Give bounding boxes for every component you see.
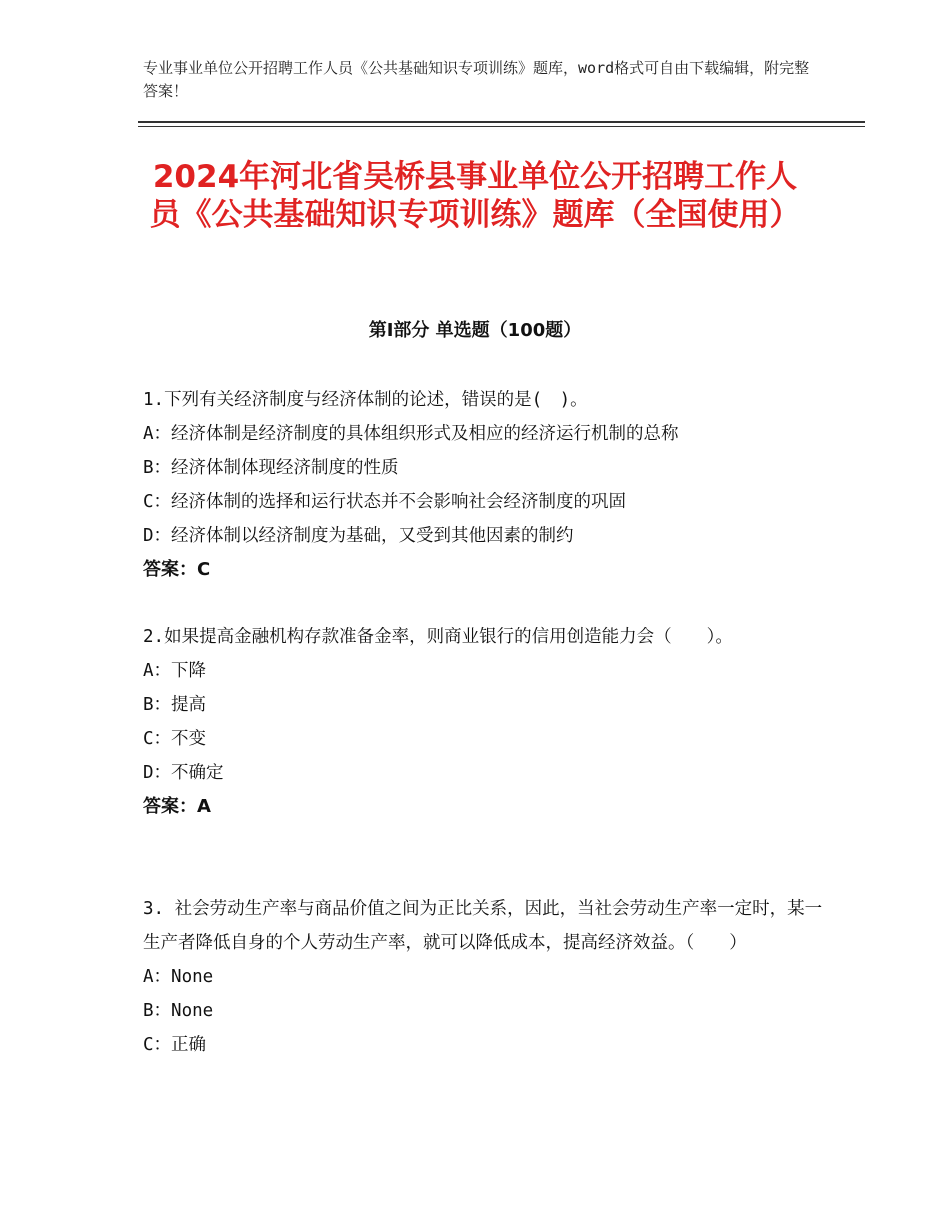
question-stem: 3. 社会劳动生产率与商品价值之间为正比关系，因此，当社会劳动生产率一定时，某一生产者降低自身的个人劳动生产率，就可以降低成本，提高经济效益。（ ） bbox=[143, 899, 823, 953]
header-note: 专业事业单位公开招聘工作人员《公共基础知识专项训练》题库，word格式可自由下载编辑，附完整答案！ bbox=[143, 59, 810, 100]
option-b: B：提高 bbox=[143, 695, 207, 715]
question-2 bbox=[143, 620, 823, 824]
option-c: C：经济体制的选择和运行状态并不会影响社会经济制度的巩固 bbox=[143, 492, 627, 512]
header-rule-thin bbox=[138, 126, 865, 127]
option-b: B：经济体制体现经济制度的性质 bbox=[143, 458, 399, 478]
answer: 答案：C bbox=[143, 559, 211, 580]
document-title: 2024年河北省吴桥县事业单位公开招聘工作人员《公共基础知识专项训练》题库（全国使用） bbox=[149, 159, 801, 233]
question-stem: 2.如果提高金融机构存款准备金率，则商业银行的信用创造能力会（ ）。 bbox=[143, 627, 733, 647]
section-title: 第Ⅰ部分 单选题（100题） bbox=[368, 320, 582, 341]
option-a: A：下降 bbox=[143, 661, 207, 681]
question-stem: 1.下列有关经济制度与经济体制的论述，错误的是( )。 bbox=[143, 390, 588, 410]
header-rule-thick bbox=[138, 121, 865, 123]
option-c: C：不变 bbox=[143, 729, 207, 749]
option-d: D：不确定 bbox=[143, 763, 224, 783]
option-a: A：经济体制是经济制度的具体组织形式及相应的经济运行机制的总称 bbox=[143, 424, 679, 444]
option-d: D：经济体制以经济制度为基础，又受到其他因素的制约 bbox=[143, 526, 574, 546]
option-c: C：正确 bbox=[143, 1035, 207, 1055]
option-a: A：None bbox=[143, 967, 214, 987]
question-1 bbox=[143, 383, 823, 587]
option-b: B：None bbox=[143, 1001, 214, 1021]
answer: 答案：A bbox=[143, 796, 211, 817]
question-3 bbox=[143, 892, 823, 1062]
